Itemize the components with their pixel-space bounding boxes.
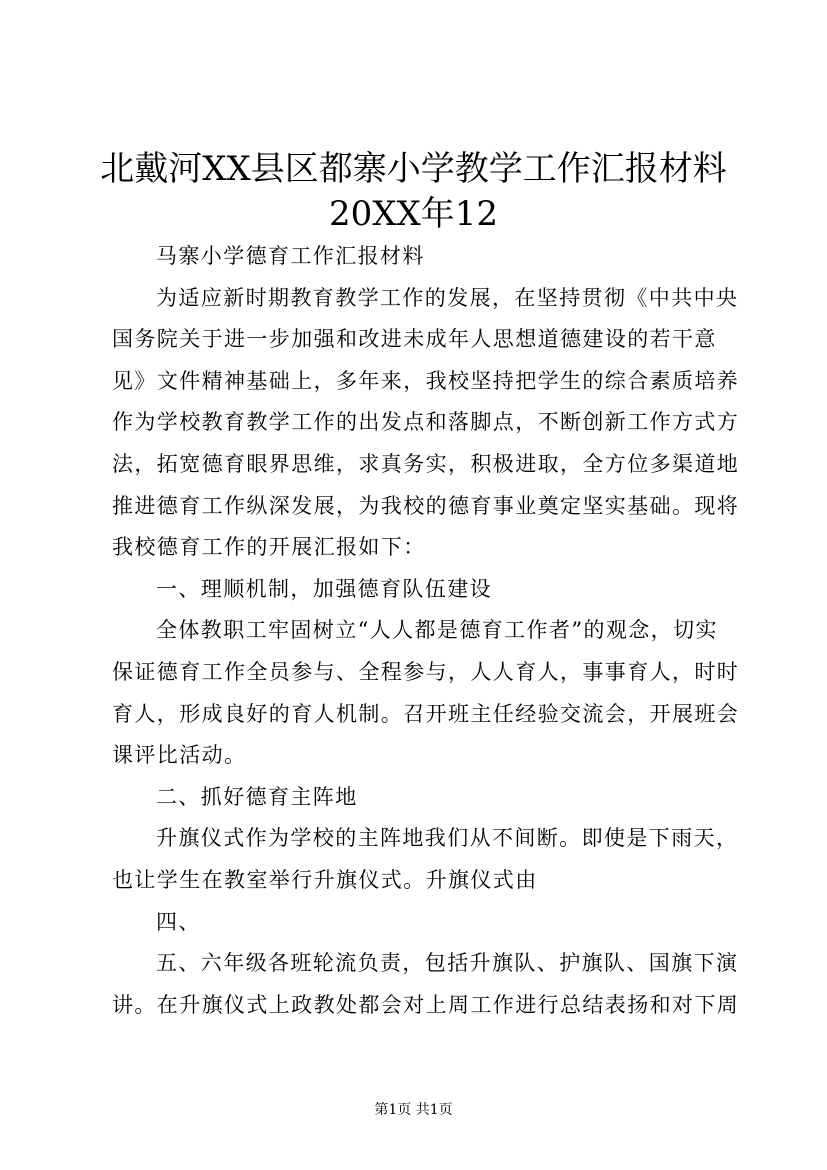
- page-footer: 第1页 共1页: [374, 1102, 453, 1118]
- body-line: 我校德育工作的开展汇报如下：: [112, 535, 426, 560]
- body-line: 五、六年级各班轮流负责，包括升旗队、护旗队、国旗下演: [156, 951, 739, 976]
- body-line: 课评比活动。: [112, 743, 247, 768]
- section-heading: 二、抓好德育主阵地: [156, 784, 358, 809]
- body-line: 见》文件精神基础上，多年来，我校坚持把学生的综合素质培养: [112, 368, 740, 393]
- body-line: 保证德育工作全员参与、全程参与，人人育人，事事育人，时时: [112, 659, 740, 684]
- body-line: 四、: [156, 909, 201, 934]
- body-line: 也让学生在教室举行升旗仪式。升旗仪式由: [112, 867, 538, 892]
- body-line: 升旗仪式作为学校的主阵地我们从不间断。即使是下雨天，: [156, 826, 739, 851]
- body-line: 作为学校教育教学工作的出发点和落脚点，不断创新工作方式方: [112, 410, 740, 435]
- document-body: [112, 236, 740, 1026]
- body-line: 推进德育工作纵深发展，为我校的德育事业奠定坚实基础。现将: [112, 493, 740, 518]
- document-title-line-2: 20XX年12: [329, 194, 498, 234]
- body-line: 讲。在升旗仪式上政教处都会对上周工作进行总结表扬和对下周: [112, 992, 740, 1017]
- body-line: 全体教职工牢固树立“人人都是德育工作者”的观念，切实: [156, 618, 718, 643]
- body-line: 马寨小学德育工作汇报材料: [156, 244, 425, 268]
- body-line: 育人，形成良好的育人机制。召开班主任经验交流会，开展班会: [112, 701, 740, 726]
- body-line: 为适应新时期教育教学工作的发展，在坚持贯彻《中共中央: [156, 285, 739, 310]
- document-title-line-1: 北戴河XX县区都寨小学教学工作汇报材料: [100, 149, 727, 189]
- body-line: 法，拓宽德育眼界思维，求真务实，积极进取，全方位多渠道地: [112, 451, 740, 476]
- body-line: 国务院关于进一步加强和改进未成年人思想道德建设的若干意: [112, 327, 717, 352]
- section-heading: 一、理顺机制，加强德育队伍建设: [156, 576, 492, 601]
